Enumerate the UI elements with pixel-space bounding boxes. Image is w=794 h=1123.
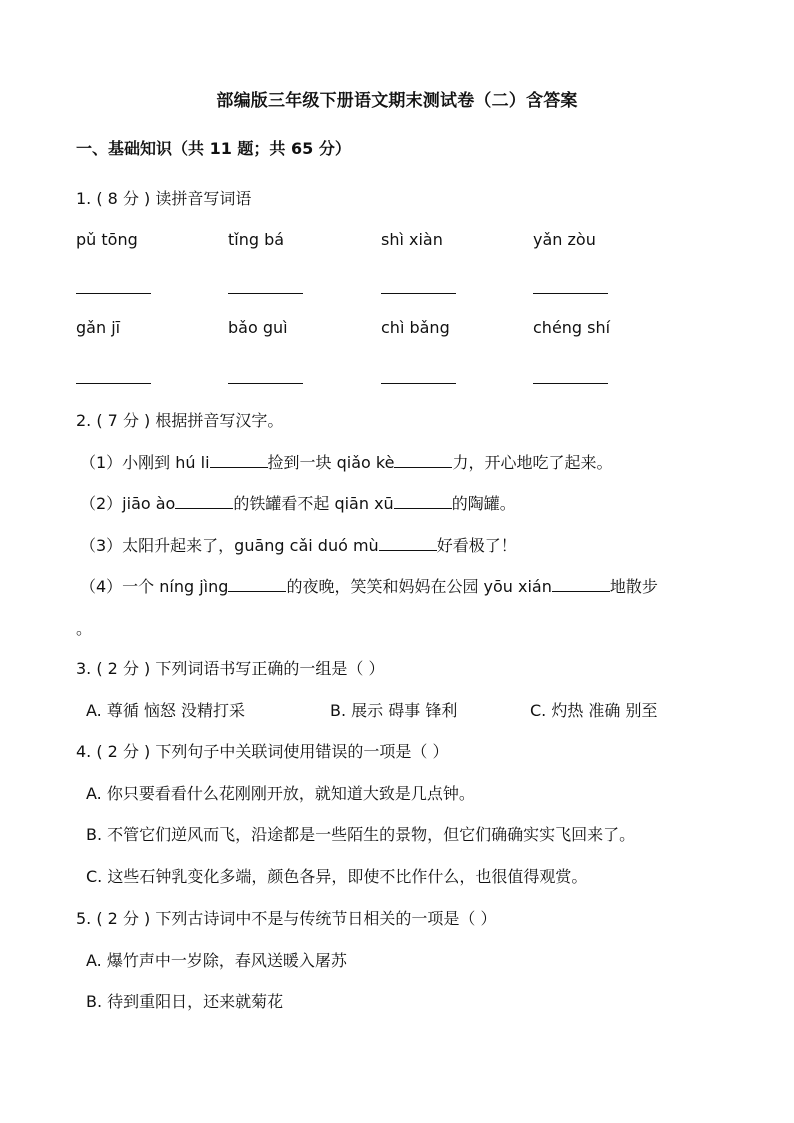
item-text: 地散步 bbox=[609, 577, 658, 596]
item-text: 的夜晚，笑笑和妈妈在公园 yōu xián bbox=[286, 577, 552, 596]
answer-blank[interactable] bbox=[533, 293, 608, 294]
option-a[interactable]: A. 爆竹声中一岁除，春风送暖入屠苏 bbox=[86, 951, 347, 970]
item-text: 好看极了！ bbox=[436, 536, 517, 555]
answer-blank[interactable] bbox=[175, 494, 233, 509]
answer-blank[interactable] bbox=[379, 536, 437, 551]
question-1-header: 1. ( 8 分 ) 读拼音写词语 bbox=[76, 189, 252, 208]
option-b[interactable]: B. 不管它们逆风而飞，沿途都是一些陌生的景物，但它们确确实实飞回来了。 bbox=[86, 825, 636, 844]
question-2-header: 2. ( 7 分 ) 根据拼音写汉字。 bbox=[76, 411, 284, 430]
section-heading: 一、基础知识（共 11 题；共 65 分） bbox=[76, 139, 351, 158]
pinyin-item: gǎn jī bbox=[76, 318, 121, 337]
item-text: （1）小刚到 hú li bbox=[80, 453, 210, 472]
item-text: （3）太阳升起来了，guāng cǎi duó mù bbox=[80, 536, 379, 555]
pinyin-item: yǎn zòu bbox=[533, 230, 596, 249]
pinyin-item: chì bǎng bbox=[381, 318, 450, 337]
answer-blank[interactable] bbox=[76, 293, 151, 294]
question-2-item-1 bbox=[80, 450, 612, 473]
answer-blank[interactable] bbox=[210, 453, 268, 468]
question-2-item-2 bbox=[80, 491, 516, 514]
question-5-header: 5. ( 2 分 ) 下列古诗词中不是与传统节日相关的一项是（ ） bbox=[76, 909, 497, 928]
answer-blank[interactable] bbox=[228, 577, 286, 592]
answer-blank[interactable] bbox=[76, 383, 151, 384]
item-text: 的陶罐。 bbox=[451, 494, 516, 513]
pinyin-item: bǎo guì bbox=[228, 318, 288, 337]
answer-blank[interactable] bbox=[394, 453, 452, 468]
option-b[interactable]: B. 待到重阳日，还来就菊花 bbox=[86, 992, 284, 1011]
option-c[interactable]: C. 这些石钟乳变化多端，颜色各异，即使不比作什么，也很值得观赏。 bbox=[86, 867, 588, 886]
question-3-header: 3. ( 2 分 ) 下列词语书写正确的一组是（ ） bbox=[76, 659, 385, 678]
item-text: 捡到一块 qiǎo kè bbox=[267, 453, 395, 472]
pinyin-item: pǔ tōng bbox=[76, 230, 138, 249]
question-2-item-3 bbox=[80, 533, 517, 556]
answer-blank[interactable] bbox=[228, 383, 303, 384]
item-text: （4）一个 níng jìng bbox=[80, 577, 229, 596]
page-title: 部编版三年级下册语文期末测试卷（二）含答案 bbox=[216, 91, 578, 111]
pinyin-item: shì xiàn bbox=[381, 230, 443, 249]
answer-blank[interactable] bbox=[552, 577, 610, 592]
pinyin-item: chéng shí bbox=[533, 318, 611, 337]
item-text: 的铁罐看不起 qiān xū bbox=[233, 494, 394, 513]
answer-blank[interactable] bbox=[381, 293, 456, 294]
option-c[interactable]: C. 灼热 准确 别至 bbox=[530, 701, 658, 720]
question-2-item-4 bbox=[80, 574, 658, 597]
question-4-header: 4. ( 2 分 ) 下列句子中关联词使用错误的一项是（ ） bbox=[76, 742, 449, 761]
question-2-item-4-tail: 。 bbox=[76, 619, 93, 638]
option-a[interactable]: A. 你只要看看什么花刚刚开放，就知道大致是几点钟。 bbox=[86, 784, 475, 803]
answer-blank[interactable] bbox=[381, 383, 456, 384]
item-text: （2）jiāo ào bbox=[80, 494, 176, 513]
item-text: 力，开心地吃了起来。 bbox=[452, 453, 613, 472]
answer-blank[interactable] bbox=[394, 494, 452, 509]
answer-blank[interactable] bbox=[533, 383, 608, 384]
option-b[interactable]: B. 展示 碍事 锋利 bbox=[330, 701, 458, 720]
option-a[interactable]: A. 尊循 恼怒 没精打采 bbox=[86, 701, 246, 720]
answer-blank[interactable] bbox=[228, 293, 303, 294]
pinyin-item: tǐng bá bbox=[228, 230, 285, 249]
